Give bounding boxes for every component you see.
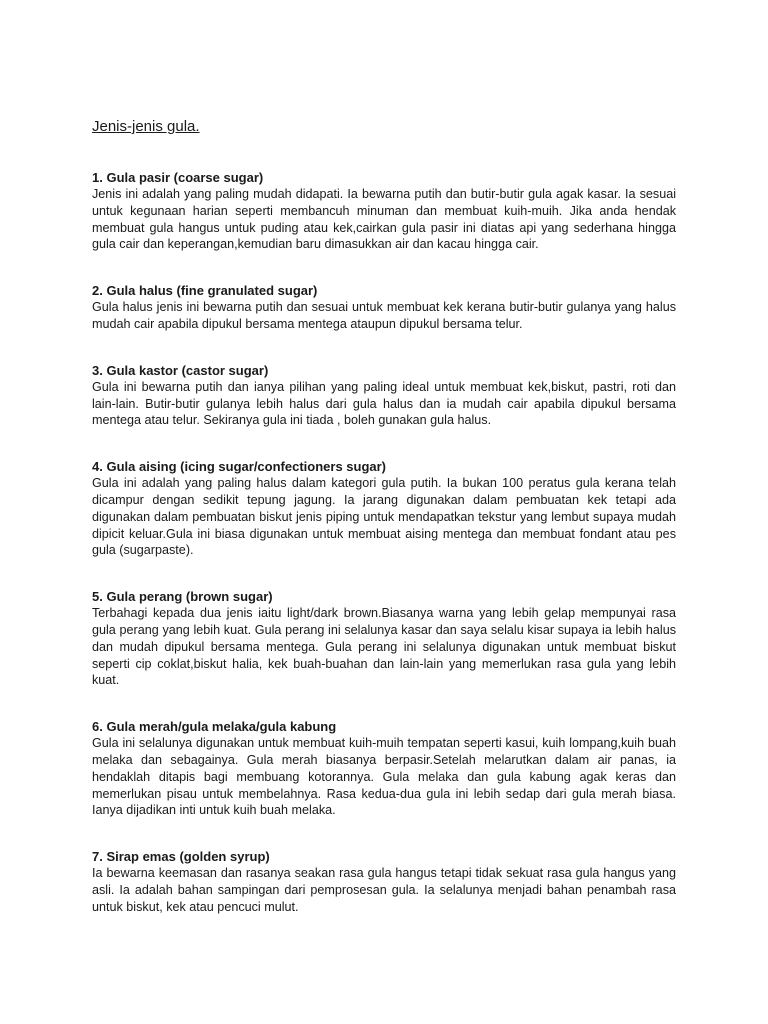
section-heading: 3. Gula kastor (castor sugar)	[92, 362, 269, 378]
section-sirap-emas	[92, 849, 676, 915]
section-body: Gula ini adalah yang paling halus dalam kategori gula putih. Ia bukan 100 peratus gula kerana telah dicampur dengan sedikit tepung jagung. Ia jarang digunakan dalam pembuatan kek tetapi ada digunakan dalam pembuatan biskut jenis piping untuk mendapatkan tekstur yang lembut supaya mudah dipicit keluar.Gula ini biasa digunakan untuk membuat aising mentega dan membuat fondant atau pes gula (sugarpaste).	[92, 476, 676, 558]
section-heading: 1. Gula pasir (coarse sugar)	[92, 170, 264, 185]
section-gula-aising	[92, 459, 676, 559]
section-heading: 5. Gula perang (brown sugar)	[92, 589, 273, 605]
section-gula-kastor	[92, 363, 676, 429]
section-gula-halus	[92, 283, 676, 333]
section-body: Terbahagi kepada dua jenis iaitu light/dark brown.Biasanya warna yang lebih gelap mempunyai rasa gula perang yang lebih kuat. Gula perang ini selalunya kasar dan saya selalu kisar supaya ia lebih halus dan mudah dipukul bersama mentega. Gula perang ini selalunya digunakan untuk membuat biskut seperti cip coklat,biskut halia, kek buah-buahan dan lain-lain yang memerlukan rasa gula yang lebih kuat.	[92, 606, 676, 688]
section-heading: 7. Sirap emas (golden syrup)	[92, 849, 270, 865]
section-body: Ia bewarna keemasan dan rasanya seakan rasa gula hangus tetapi tidak sekuat rasa gula hangus yang asli. Ia adalah bahan sampingan dari pemprosesan gula. Ia selalunya menjadi bahan penambah rasa untuk biskut, kek atau pencuci mulut.	[92, 866, 676, 914]
section-gula-perang	[92, 589, 676, 689]
section-heading: 6. Gula merah/gula melaka/gula kabung	[92, 719, 337, 735]
section-heading: 2. Gula halus (fine granulated sugar)	[92, 283, 318, 299]
section-heading: 4. Gula aising (icing sugar/confectioners sugar)	[92, 459, 387, 475]
section-body: Gula ini bewarna putih dan ianya pilihan yang paling ideal untuk membuat kek,biskut, pastri, roti dan lain-lain. Butir-butir gulanya lebih halus dari gula halus dan ia mudah cair apabila dipukul bersama mentega atau telur. Sekiranya gula ini tiada , boleh gunakan gula halus.	[92, 379, 676, 428]
document-title: Jenis-jenis gula.	[92, 118, 200, 135]
section-gula-pasir	[92, 170, 676, 253]
section-body: Gula ini selalunya digunakan untuk membuat kuih-muih tempatan seperti kasui, kuih lompang,kuih buah melaka dan sebagainya. Gula merah biasanya berpasir.Setelah melarutkan dalam air panas, ia hendaklah ditapis bagi membuang kotorannya. Gula melaka dan gula kabung agak keras dan memerlukan pisau untuk membelahnya. Rasa kedua-dua gula ini lebih sedap dari gula merah biasa. Ianya dijadikan inti untuk kuih buah melaka.	[92, 736, 676, 818]
section-gula-merah	[92, 719, 676, 819]
section-body: Jenis ini adalah yang paling mudah didapati. Ia bewarna putih dan butir-butir gula agak kasar. Ia sesuai untuk kegunaan harian seperti membancuh minuman dan membuat kuih-muih. Jika anda hendak membuat gula hangus untuk puding atau kek,cairkan gula pasir ini diatas api yang sederhana hingga gula cair dan keperangan,kemudian baru dimasukkan air dan kacau hingga cair.	[92, 187, 676, 252]
section-body: Gula halus jenis ini bewarna putih dan sesuai untuk membuat kek kerana butir-butir gulanya yang halus mudah cair apabila dipukul bersama mentega ataupun dipukul bersama telur.	[92, 300, 676, 331]
document-content	[92, 118, 676, 946]
